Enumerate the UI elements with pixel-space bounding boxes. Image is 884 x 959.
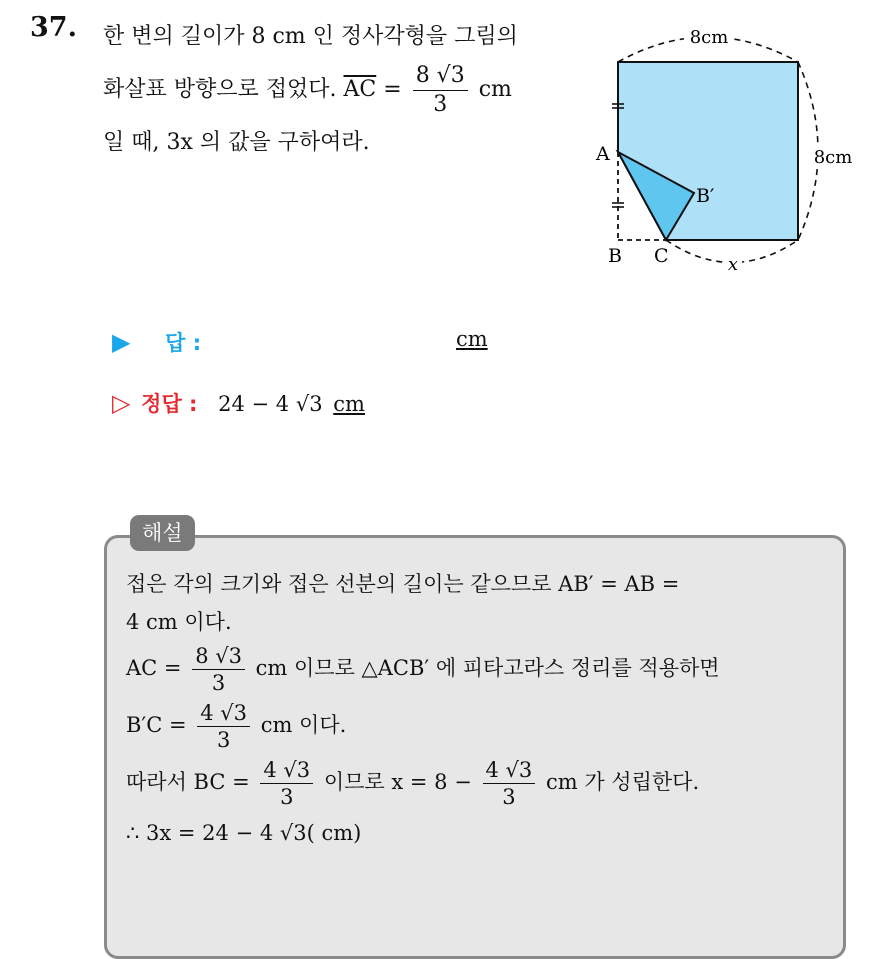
question-number: 37. (30, 12, 77, 43)
answer-unit: cm (456, 327, 488, 351)
point-a-label: A (596, 143, 610, 165)
question-line-1: 한 변의 길이가 8 cm 인 정사각형을 그림의 (103, 24, 518, 49)
square-shape (618, 62, 798, 240)
bottom-label-x: x (727, 254, 739, 275)
question-line-3: 일 때, 3x 의 값을 구하여라. (103, 130, 370, 155)
explanation-tag: 해설 (130, 515, 195, 551)
explanation-line-3: AC = $\frac{8 √3}{3}$ cm 이므로 △ACB′ 에 피타고라스 정리를 적용하면 (126, 644, 720, 696)
explanation-line-1: 접은 각의 크기와 접은 선분의 길이는 같으므로 AB′ = AB = (126, 572, 680, 596)
explanation-line-6: ∴ 3x = 24 − 4 √3( cm) (126, 821, 362, 846)
point-bprime-label: B′ (696, 185, 715, 207)
question-line-2: 화살표 방향으로 접었다. $\overline{AC}$ = $\frac{8 √3}{3}$ cm (103, 63, 512, 117)
answer-label: 답 : (165, 331, 202, 355)
top-label: 8cm (689, 27, 729, 48)
right-label: 8cm (813, 147, 853, 168)
correct-label: 정답 : (141, 392, 198, 416)
point-c-label: C (654, 245, 669, 267)
explanation-line-5: 따라서 BC = $\frac{4 √3}{3}$ 이므로 x = 8 − $\frac{4 √3}{3}$ cm 가 성립한다. (126, 758, 700, 810)
point-b-label: B (608, 245, 622, 267)
folded-square-figure (590, 20, 860, 280)
segment-ac: $\overline{AC}$ (343, 77, 377, 102)
question-text (103, 10, 573, 169)
explanation-line-4: B′C = $\frac{4 √3}{3}$ cm 이다. (126, 701, 347, 753)
correct-unit: cm (333, 392, 365, 416)
explanation-text (126, 565, 826, 852)
explanation-line-2: 4 cm 이다. (126, 610, 232, 634)
correct-answer-row (112, 388, 365, 418)
fraction-8root3-over-3: $\frac{8 √3}{3}$ (413, 64, 468, 115)
play-outline-icon: ▷ (112, 389, 131, 417)
correct-value: 24 − 4 √3 (218, 392, 323, 416)
answer-row (112, 327, 488, 357)
play-solid-icon: ▶ (112, 328, 131, 356)
